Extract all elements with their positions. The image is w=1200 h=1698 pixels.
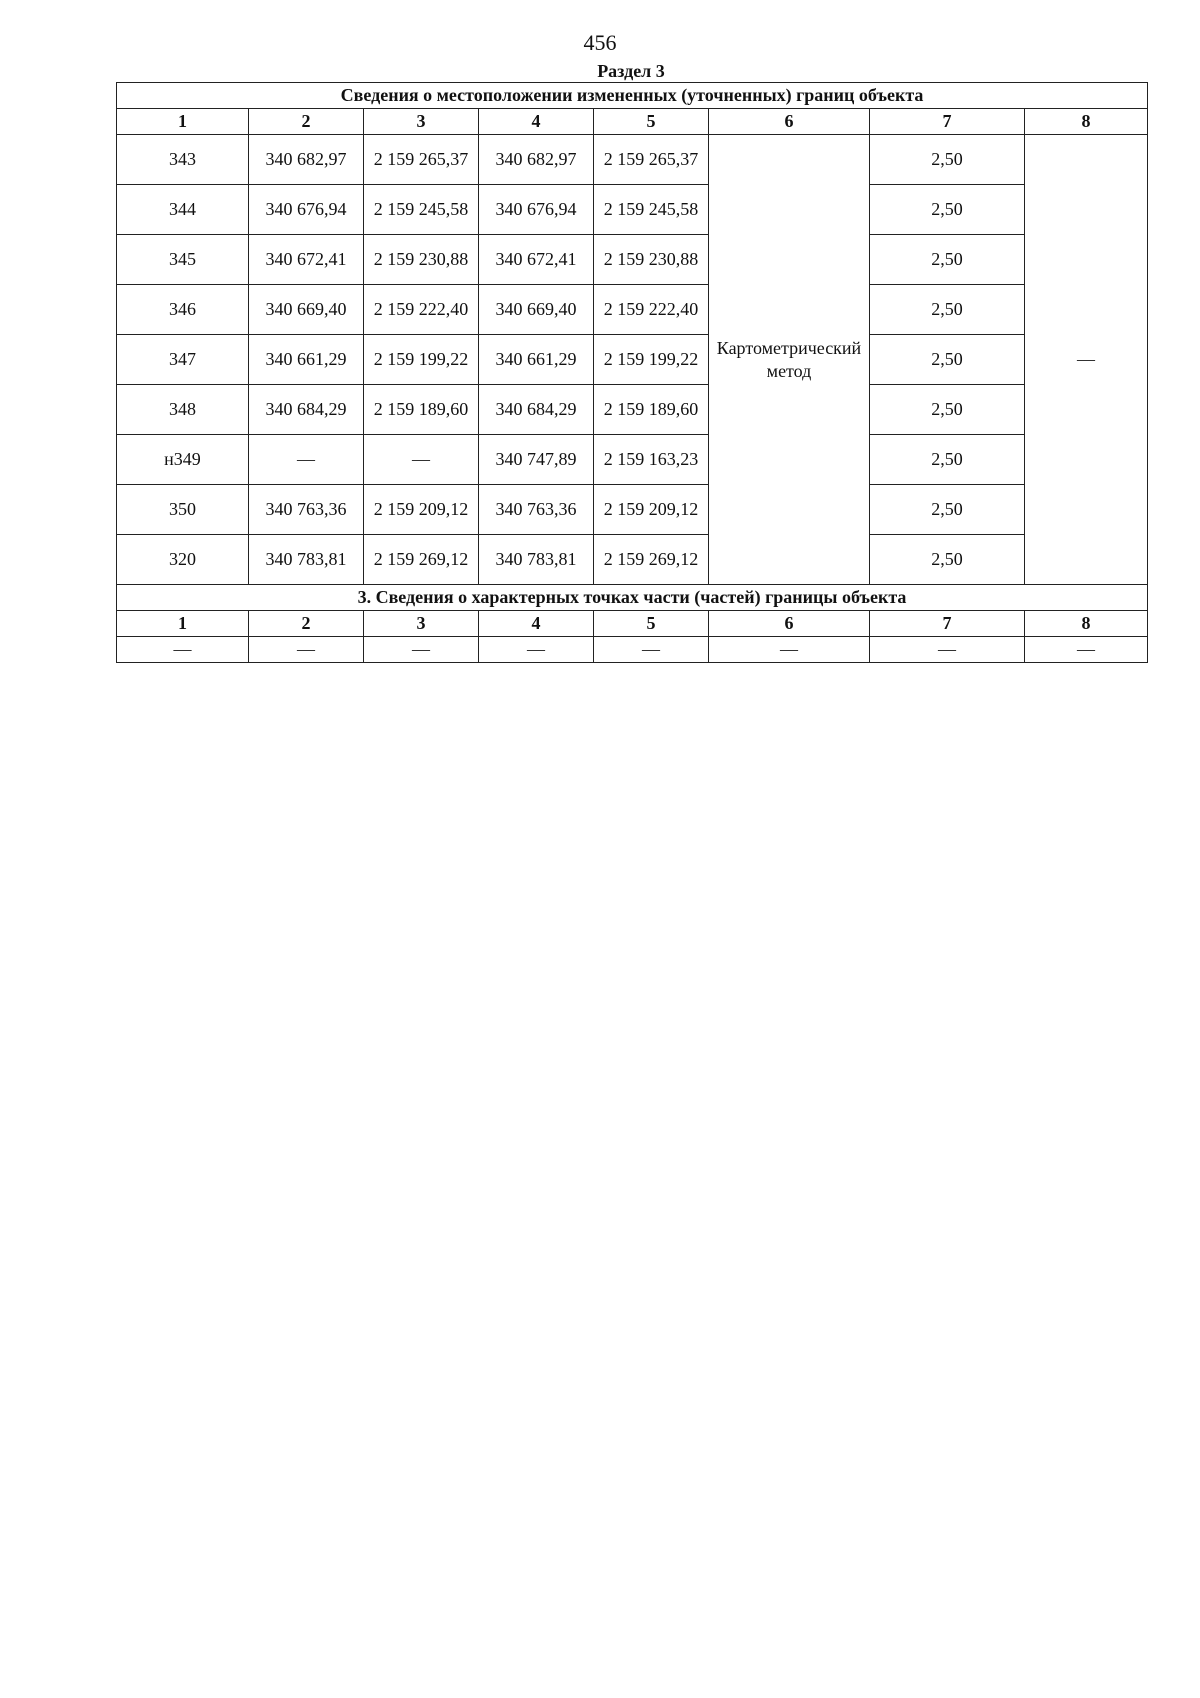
- table-row: [117, 385, 1148, 435]
- table1-cell-col1: 346: [117, 285, 249, 335]
- table1-cell-col4: 340 763,36: [479, 485, 594, 535]
- table1-cell-col5: 2 159 222,40: [594, 285, 709, 335]
- table1-cell-col4: 340 669,40: [479, 285, 594, 335]
- table-row: [117, 435, 1148, 485]
- table1-cell-col7: 2,50: [870, 135, 1025, 185]
- table2-title: 3. Сведения о характерных точках части (частей) границы объекта: [117, 585, 1148, 611]
- table-row: [117, 135, 1148, 185]
- table1-cell-col1: 345: [117, 235, 249, 285]
- table1-cell-col2: 340 783,81: [249, 535, 364, 585]
- table1-cell-col7: 2,50: [870, 535, 1025, 585]
- table1-cell-col7: 2,50: [870, 385, 1025, 435]
- table1-cell-col1: 344: [117, 185, 249, 235]
- table-row: [117, 285, 1148, 335]
- table2-header-1: 1: [117, 611, 249, 637]
- table2-cell-col2: —: [249, 637, 364, 663]
- table2-header-3: 3: [364, 611, 479, 637]
- table2-cell-col4: —: [479, 637, 594, 663]
- table1-header-4: 4: [479, 109, 594, 135]
- table1-cell-col3: 2 159 222,40: [364, 285, 479, 335]
- table1-cell-col5: 2 159 189,60: [594, 385, 709, 435]
- table-row: [117, 235, 1148, 285]
- table1-cell-col2: 340 672,41: [249, 235, 364, 285]
- table2-cell-col3: —: [364, 637, 479, 663]
- boundary-table: [116, 82, 1148, 663]
- table1-cell-col1: н349: [117, 435, 249, 485]
- table1-cell-col2: 340 676,94: [249, 185, 364, 235]
- table2-header-5: 5: [594, 611, 709, 637]
- table1-cell-col3: 2 159 269,12: [364, 535, 479, 585]
- table1-cell-col5: 2 159 265,37: [594, 135, 709, 185]
- table2-cell-col5: —: [594, 637, 709, 663]
- table1-cell-col2: 340 661,29: [249, 335, 364, 385]
- table1-cell-col1: 320: [117, 535, 249, 585]
- table-row: [117, 485, 1148, 535]
- table-row: [117, 335, 1148, 385]
- table1-cell-col7: 2,50: [870, 485, 1025, 535]
- table1-cell-col4: 340 783,81: [479, 535, 594, 585]
- table1-cell-col5: 2 159 230,88: [594, 235, 709, 285]
- table1-cell-col2: —: [249, 435, 364, 485]
- table-row: [117, 185, 1148, 235]
- table1-cell-col3: 2 159 265,37: [364, 135, 479, 185]
- table-row: [117, 637, 1148, 663]
- method-cell: Картометрический метод: [709, 135, 870, 585]
- table1-cell-col4: 340 661,29: [479, 335, 594, 385]
- table1-col8-merged: —: [1025, 135, 1148, 585]
- table1-cell-col5: 2 159 209,12: [594, 485, 709, 535]
- table2-cell-col6: —: [709, 637, 870, 663]
- table1-cell-col4: 340 747,89: [479, 435, 594, 485]
- table1-cell-col4: 340 672,41: [479, 235, 594, 285]
- table1-header-row: [117, 109, 1148, 135]
- table1-cell-col1: 343: [117, 135, 249, 185]
- table1-header-2: 2: [249, 109, 364, 135]
- table1-cell-col7: 2,50: [870, 235, 1025, 285]
- table1-cell-col3: 2 159 209,12: [364, 485, 479, 535]
- table2-header-7: 7: [870, 611, 1025, 637]
- table1-cell-col5: 2 159 163,23: [594, 435, 709, 485]
- table1-cell-col2: 340 682,97: [249, 135, 364, 185]
- table1-header-6: 6: [709, 109, 870, 135]
- table1-header-5: 5: [594, 109, 709, 135]
- table2-header-row: [117, 611, 1148, 637]
- table1-cell-col4: 340 682,97: [479, 135, 594, 185]
- table1-cell-col4: 340 676,94: [479, 185, 594, 235]
- table1-cell-col3: 2 159 230,88: [364, 235, 479, 285]
- table1-cell-col3: —: [364, 435, 479, 485]
- table1-cell-col1: 347: [117, 335, 249, 385]
- section-title: Раздел 3: [597, 61, 665, 81]
- table2-header-6: 6: [709, 611, 870, 637]
- table1-header-7: 7: [870, 109, 1025, 135]
- table1-cell-col1: 350: [117, 485, 249, 535]
- table1-header-8: 8: [1025, 109, 1148, 135]
- table1-cell-col3: 2 159 245,58: [364, 185, 479, 235]
- table1-cell-col2: 340 669,40: [249, 285, 364, 335]
- table1-cell-col1: 348: [117, 385, 249, 435]
- table2-cell-col7: —: [870, 637, 1025, 663]
- table1-cell-col5: 2 159 199,22: [594, 335, 709, 385]
- table2-header-4: 4: [479, 611, 594, 637]
- table1-cell-col3: 2 159 199,22: [364, 335, 479, 385]
- table1-cell-col7: 2,50: [870, 285, 1025, 335]
- table1-cell-col7: 2,50: [870, 185, 1025, 235]
- table1-cell-col5: 2 159 245,58: [594, 185, 709, 235]
- table2-cell-col8: —: [1025, 637, 1148, 663]
- table1-cell-col2: 340 763,36: [249, 485, 364, 535]
- table1-header-1: 1: [117, 109, 249, 135]
- table1-cell-col4: 340 684,29: [479, 385, 594, 435]
- page-number: 456: [583, 30, 617, 55]
- table1-cell-col3: 2 159 189,60: [364, 385, 479, 435]
- table1-cell-col7: 2,50: [870, 435, 1025, 485]
- table2-header-8: 8: [1025, 611, 1148, 637]
- table1-title: Сведения о местоположении измененных (уточненных) границ объекта: [117, 83, 1148, 109]
- table-row: [117, 535, 1148, 585]
- table1-cell-col7: 2,50: [870, 335, 1025, 385]
- table1-header-3: 3: [364, 109, 479, 135]
- table1-cell-col2: 340 684,29: [249, 385, 364, 435]
- table2-cell-col1: —: [117, 637, 249, 663]
- table1-cell-col5: 2 159 269,12: [594, 535, 709, 585]
- table2-header-2: 2: [249, 611, 364, 637]
